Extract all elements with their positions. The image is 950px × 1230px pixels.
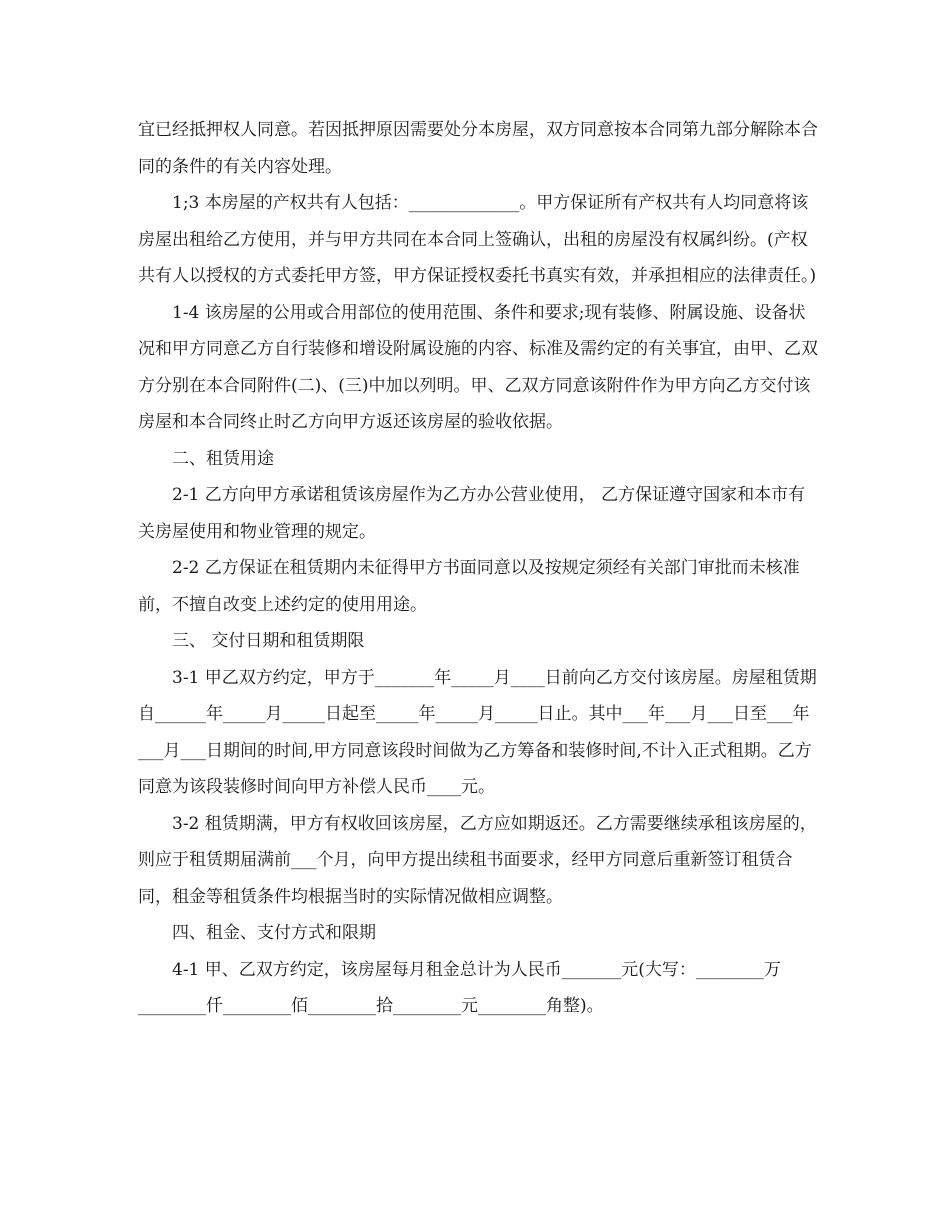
paragraph-4-1: 4-1 甲、乙双方约定，该房屋每月租金总计为人民币_______元(大写：________万________仟________佰________拾________元________角整)。: [138, 959, 781, 1016]
paragraph-2-2: 2-2 乙方保证在租赁期内未征得甲方书面同意以及按规定须经有关部门审批而未核准前，不擅自改变上述约定的使用用途。: [138, 558, 800, 615]
section-heading-rent-payment: 四、租金、支付方式和限期: [172, 923, 376, 943]
paragraph-mortgage-consent: 宜已经抵押权人同意。若因抵押原因需要处分本房屋，双方同意按本合同第九部分解除本合同的条件的有关内容处理。: [138, 120, 818, 177]
paragraph-2-1: 2-1 乙方向甲方承诺租赁该房屋作为乙方办公营业使用， 乙方保证遵守国家和本市有关房屋使用和物业管理的规定。: [138, 485, 806, 542]
paragraph-1-3-co-owners: 1;3 本房屋的产权共有人包括：_____________。甲方保证所有产权共有人均同意将该房屋出租给乙方使用，并与甲方共同在本合同上签确认，出租的房屋没有权属纠纷。(产权共有人以授权的方式委托甲方签，甲方保证授权委托书真实有效，并承担相应的法律责任。): [138, 193, 817, 286]
paragraph-3-1: 3-1 甲乙双方约定，甲方于_______年_____月____日前向乙方交付该房屋。房屋租赁期自______年_____月_____日起至_____年_____月_____日止。其中___年___月___日至___年___月___日期间的时间,甲方同意该段时间做为乙方筹备和装修时间,不计入正式租期。乙方同意为该段装修时间向甲方补偿人民币____元。: [138, 667, 817, 797]
section-heading-lease-use: 二、租赁用途: [172, 448, 274, 469]
paragraph-3-2: 3-2 租赁期满，甲方有权收回该房屋，乙方应如期返还。乙方需要继续承租该房屋的，则应于租赁期届满前___个月，向甲方提出续租书面要求，经甲方同意后重新签订租赁合同，租金等租赁条件均根据当时的实际情况做相应调整。: [138, 813, 817, 907]
paragraph-1-4-common-areas: 1-4 该房屋的公用或合用部位的使用范围、条件和要求;现有装修、附属设施、设备状况和甲方同意乙方自行装修和增设附属设施的内容、标准及需约定的有关事宜，由甲、乙双方分别在本合同附件(二)、(三)中加以列明。甲、乙双方同意该附件作为甲方向乙方交付该房屋和本合同终止时乙方向甲方返还该房屋的验收依据。: [138, 302, 818, 432]
contract-body: [138, 112, 818, 1025]
section-heading-delivery-term: 三、 交付日期和租赁期限: [172, 631, 365, 651]
